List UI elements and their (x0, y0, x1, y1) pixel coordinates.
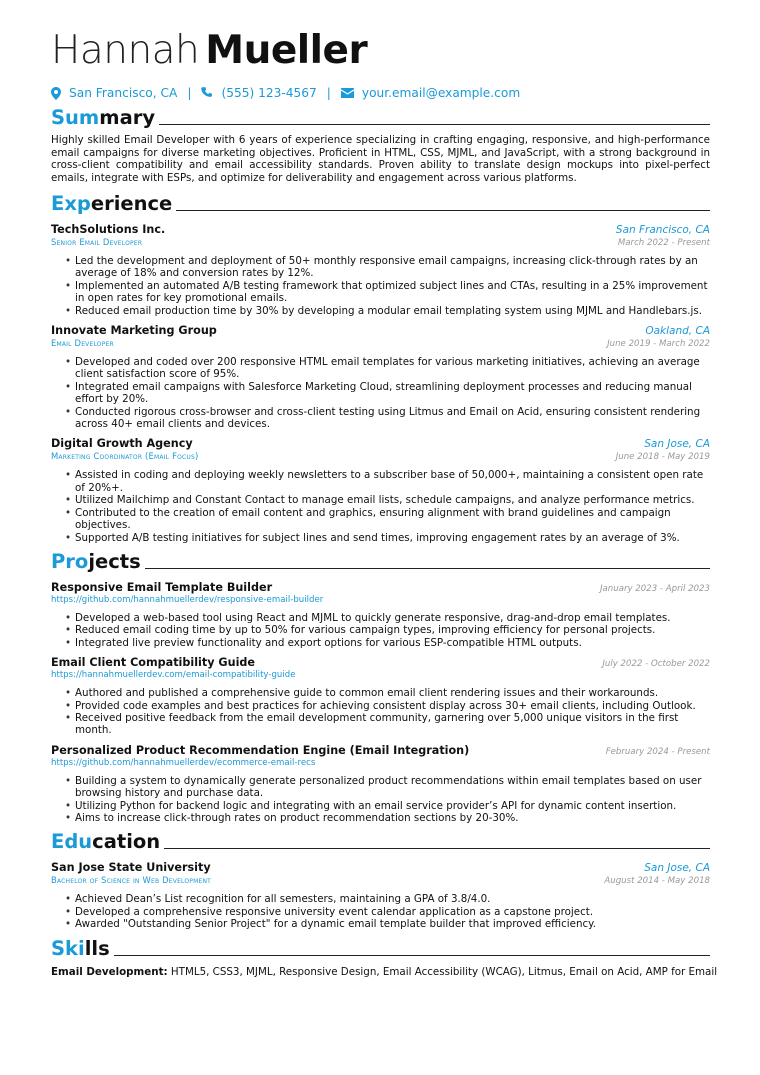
bullet-item: • Developed a web-based tool using React and MJML to quickly generate responsive, drag-and-drop email templates. (65, 612, 710, 624)
section-title: Experience (51, 192, 173, 215)
skills-label: Email Development: (51, 965, 168, 978)
first-name: Hannah (51, 28, 200, 73)
section-rule (176, 210, 710, 211)
section-title: Skills (51, 936, 110, 960)
bullet-item: • Led the development and deployment of 50+ monthly responsive email campaigns, increasing click-through rates by an average of 18% and conversion rates by 12%. (65, 255, 710, 280)
project-bullets (51, 775, 710, 825)
bullet-item: • Reduced email production time by 30% by developing a modular email templating system using MJML and Handlebars.js. (65, 305, 710, 317)
resume-page (51, 28, 718, 978)
job-bullets (51, 469, 710, 543)
job-location: San Francisco, CA (615, 224, 710, 236)
bullet-item: • Developed and coded over 200 responsive HTML email templates for various marketing initiatives, achieving an average client satisfaction score of 95%. (65, 356, 710, 381)
experience-heading (51, 192, 710, 216)
job-dates: June 2018 - May 2019 (615, 452, 710, 463)
job-role: Marketing Coordinator (Email Focus) (51, 451, 199, 462)
phone-text: (555) 123-4567 (221, 86, 317, 100)
bullet-item: • Developed a comprehensive responsive university event calendar application as a capstone project. (65, 906, 710, 918)
bullet-item: • Utilized Mailchimp and Constant Contact to manage email lists, schedule campaigns, and analyze performance metrics. (65, 494, 710, 506)
section-rule (164, 848, 710, 849)
job-entry (51, 437, 710, 543)
project-link[interactable]: https://github.com/hannahmuellerdev/ecommerce-email-recs (51, 757, 316, 768)
summary-heading (51, 106, 710, 130)
job-dates: June 2019 - March 2022 (607, 339, 710, 350)
job-location: Oakland, CA (645, 325, 710, 338)
company-name: Digital Growth Agency (51, 437, 193, 451)
project-entry (51, 656, 710, 737)
project-bullets (51, 687, 710, 737)
bullet-item: • Integrated live preview functionality and export options for various ESP-compatible HTML outputs. (65, 637, 710, 649)
candidate-name (51, 28, 710, 74)
project-name: Personalized Product Recommendation Engine (Email Integration) (51, 743, 470, 757)
bullet-item: • Provided code examples and best practices for achieving consistent display across 30+ email clients, including Outlook. (65, 700, 710, 712)
skills-list: HTML5, CSS3, MJML, Responsive Design, Email Accessibility (WCAG), Litmus, Email on Acid, AMP for Email (170, 965, 718, 978)
section-rule (114, 955, 710, 956)
project-name: Responsive Email Template Builder (51, 580, 273, 594)
email-text: your.email@example.com (361, 86, 521, 100)
bullet-item: • Conducted rigorous cross-browser and cross-client testing using Litmus and Email on Acid, ensuring consistent rendering across 40+ email clients and devices. (65, 406, 710, 431)
bullet-item: • Contributed to the creation of email content and graphics, ensuring alignment with brand guidelines and campaign objectives. (65, 507, 710, 532)
education-heading (51, 830, 710, 854)
project-dates: July 2022 - October 2022 (602, 659, 710, 670)
projects-heading (51, 550, 710, 574)
project-bullets (51, 612, 710, 649)
bullet-item: • Assisted in coding and deploying weekly newsletters to a subscriber base of 50,000+, maintaining a consistent open rate of 20%+. (65, 469, 710, 494)
section-rule (159, 124, 710, 125)
company-name: Innovate Marketing Group (51, 324, 217, 338)
education-entry (51, 861, 710, 930)
contact-line (51, 86, 710, 100)
bullet-item: • Integrated email campaigns with Salesforce Marketing Cloud, streamlining deployment processes and reducing manual effort by 20%. (65, 381, 710, 406)
phone-icon (201, 87, 213, 99)
school-name: San Jose State University (51, 861, 211, 875)
project-dates: January 2023 - April 2023 (600, 583, 710, 594)
bullet-item: • Achieved Dean’s List recognition for all semesters, maintaining a GPA of 3.8/4.0. (65, 893, 710, 905)
job-entry (51, 324, 710, 430)
bullet-item: • Received positive feedback from the email development community, garnering over 5,000 unique visitors in the first month. (65, 712, 710, 737)
section-rule (145, 568, 710, 569)
bullet-item: • Utilizing Python for backend logic and integrating with an email service provider’s API for dynamic content insertion. (65, 800, 710, 812)
project-dates: February 2024 - Present (605, 746, 710, 757)
contact-separator: | (326, 86, 331, 100)
section-title: Projects (51, 549, 141, 573)
bullet-item: • Implemented an automated A/B testing framework that optimized subject lines and CTAs, resulting in a 25% improvement in open rates for key promotional emails. (65, 280, 710, 305)
project-entry (51, 744, 710, 825)
contact-location (51, 86, 177, 100)
section-title: Summary (51, 106, 156, 129)
job-location: San Jose, CA (644, 438, 710, 451)
education-bullets (51, 893, 710, 930)
envelope-icon (341, 88, 354, 98)
education-dates: August 2014 - May 2018 (604, 876, 710, 887)
summary-text: Highly skilled Email Developer with 6 years of experience specializing in crafting engaging, responsive, and high-performance email campaigns for diverse marketing objectives. Proficient in HTML, CSS, MJML, and JavaScript, with a strong background in cross-client compatibility and email accessibility standards. Proven ability to translate design mockups into pixel-perfect emails, integrate with ESPs, and optimize for deliverability and engagement across various platforms. (51, 134, 710, 184)
project-name: Email Client Compatibility Guide (51, 656, 256, 670)
bullet-item: • Aims to increase click-through rates on product recommendation sections by 20-30%. (65, 812, 710, 824)
last-name: Mueller (205, 28, 368, 73)
job-dates: March 2022 - Present (617, 238, 710, 248)
project-entry (51, 581, 710, 649)
job-bullets (51, 356, 710, 430)
job-role: Email Developer (51, 338, 114, 349)
job-bullets (51, 255, 710, 317)
project-link[interactable]: https://hannahmuellerdev.com/email-compatibility-guide (51, 670, 296, 681)
contact-email[interactable] (341, 86, 520, 100)
degree: Bachelor of Science in Web Development (51, 875, 212, 886)
school-location: San Jose, CA (644, 862, 710, 875)
project-link[interactable]: https://github.com/hannahmuellerdev/responsive-email-builder (51, 594, 324, 605)
bullet-item: • Authored and published a comprehensive guide to common email client rendering issues and their workarounds. (65, 687, 710, 699)
skills-line (51, 965, 718, 978)
map-pin-icon (51, 87, 61, 100)
contact-separator: | (187, 86, 192, 100)
location-text: San Francisco, CA (69, 86, 178, 100)
job-role: Senior Email Developer (51, 237, 143, 247)
section-title: Education (51, 830, 161, 854)
bullet-item: • Awarded "Outstanding Senior Project" for a dynamic email template builder that improved efficiency. (65, 918, 710, 930)
company-name: TechSolutions Inc. (51, 223, 166, 236)
bullet-item: • Building a system to dynamically generate personalized product recommendations within email templates based on user browsing history and purchase data. (65, 775, 710, 800)
contact-phone[interactable] (201, 86, 316, 100)
bullet-item: • Reduced email coding time by up to 50% for various campaign types, improving efficiency for personal projects. (65, 624, 710, 636)
job-entry (51, 223, 710, 317)
bullet-item: • Supported A/B testing initiatives for subject lines and send times, improving engagement rates by an average of 3%. (65, 532, 710, 544)
skills-heading (51, 937, 710, 961)
